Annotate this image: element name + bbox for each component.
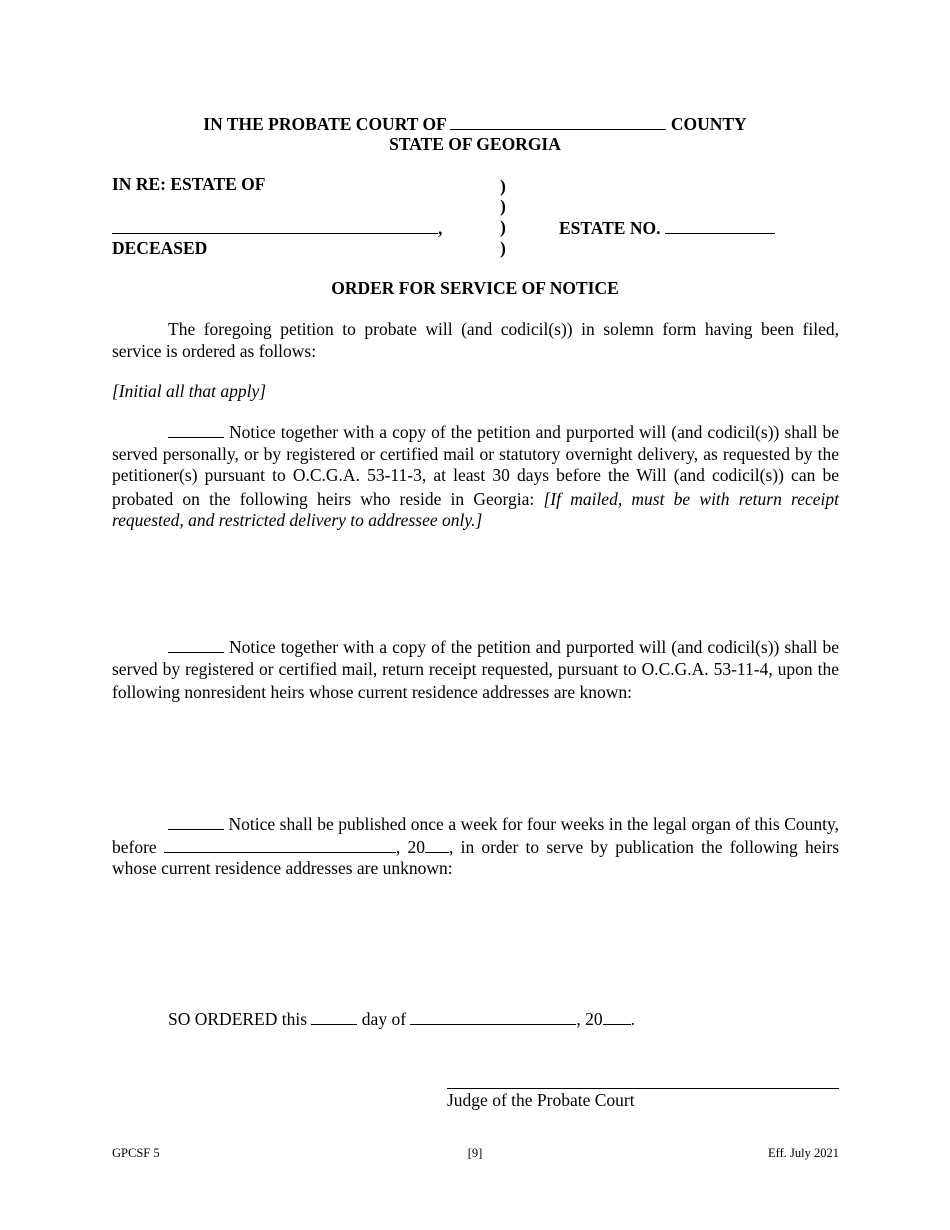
- instruction-note: [Initial all that apply]: [112, 381, 267, 401]
- caption-paren-1: ): [500, 176, 506, 196]
- decedent-name-line: [112, 217, 442, 240]
- so-ordered-line: [168, 1008, 635, 1031]
- state-heading: STATE OF GEORGIA: [389, 134, 561, 154]
- court-prefix: IN THE PROBATE COURT OF: [203, 114, 447, 134]
- in-re-label: IN RE: ESTATE OF: [112, 174, 266, 194]
- intro-paragraph: [112, 319, 839, 362]
- option-3-text-before: Notice shall be published once a week for four weeks in the legal organ of this County, before: [112, 814, 840, 857]
- footer-form-id: GPCSF 5: [112, 1146, 160, 1160]
- order-day-blank[interactable]: [311, 1008, 357, 1025]
- decedent-name-comma: ,: [438, 218, 443, 238]
- footer-page-number: [9]: [467, 1146, 483, 1160]
- order-year-blank[interactable]: [603, 1008, 631, 1025]
- order-month-blank[interactable]: [410, 1008, 576, 1025]
- option-1-text-after: 53-11-3, at least 30 days before the Will (and codicil(s)) can be probated on the following heirs who reside in Georgia:: [112, 465, 839, 509]
- judge-signature-line[interactable]: [447, 1088, 839, 1089]
- caption-paren-3: ): [500, 217, 506, 237]
- estate-no-row: [559, 217, 775, 240]
- intro-text: The foregoing petition to probate will (and codicil(s)) in solemn form having been filed, service is ordered as follows:: [112, 319, 839, 361]
- order-end: .: [630, 1009, 636, 1029]
- decedent-name-blank[interactable]: [112, 217, 438, 234]
- county-blank[interactable]: [450, 113, 666, 130]
- publication-date-blank[interactable]: [164, 836, 396, 853]
- option-2-paragraph: [112, 636, 839, 704]
- option-1-text: Notice together with a copy of the petition and purported will (and codicil(s)) shall be served personally, or by registered or certified mail or statutory overnight delivery, as requested by the petitioner(s) pursuant to O.C.G.A.: [112, 422, 839, 485]
- day-of-text: day of: [361, 1009, 407, 1029]
- option-1-italic-note: [If mailed, must be with return receipt requested, and restricted delivery to addressee only.]: [112, 488, 839, 530]
- so-ordered-text: SO ORDERED this: [168, 1009, 308, 1029]
- deceased-label: DECEASED: [112, 238, 208, 258]
- option-3-year-prefix: , 20: [395, 836, 426, 857]
- order-year-prefix: , 20: [576, 1009, 603, 1029]
- estate-no-blank[interactable]: [665, 217, 775, 234]
- court-header: [0, 113, 950, 136]
- caption-paren-2: ): [500, 196, 506, 216]
- option-2-text-after: 53-11-4, upon the following nonresident heirs whose current residence addresses are known:: [112, 658, 840, 702]
- option-3-text-after: , in order to serve by publication the following heirs whose current residence addresses are unknown:: [112, 836, 840, 878]
- option-2-text: Notice together with a copy of the petition and purported will (and codicil(s)) shall be served by registered or certified mail, return receipt requested, pursuant to O.C.G.A.: [112, 637, 839, 679]
- option-3-paragraph: [112, 813, 839, 880]
- judge-signature-label: Judge of the Probate Court: [447, 1090, 635, 1110]
- publication-year-blank[interactable]: [425, 836, 449, 853]
- order-title: ORDER FOR SERVICE OF NOTICE: [331, 278, 619, 298]
- option-3-initial-blank[interactable]: [168, 813, 224, 830]
- estate-no-label: ESTATE NO.: [559, 218, 661, 238]
- caption-paren-4: ): [500, 238, 506, 258]
- option-2-initial-blank[interactable]: [168, 636, 224, 653]
- option-1-initial-blank[interactable]: [168, 421, 224, 438]
- footer-effective-date: Eff. July 2021: [768, 1146, 839, 1160]
- county-label: COUNTY: [670, 114, 747, 134]
- option-1-paragraph: [112, 421, 839, 532]
